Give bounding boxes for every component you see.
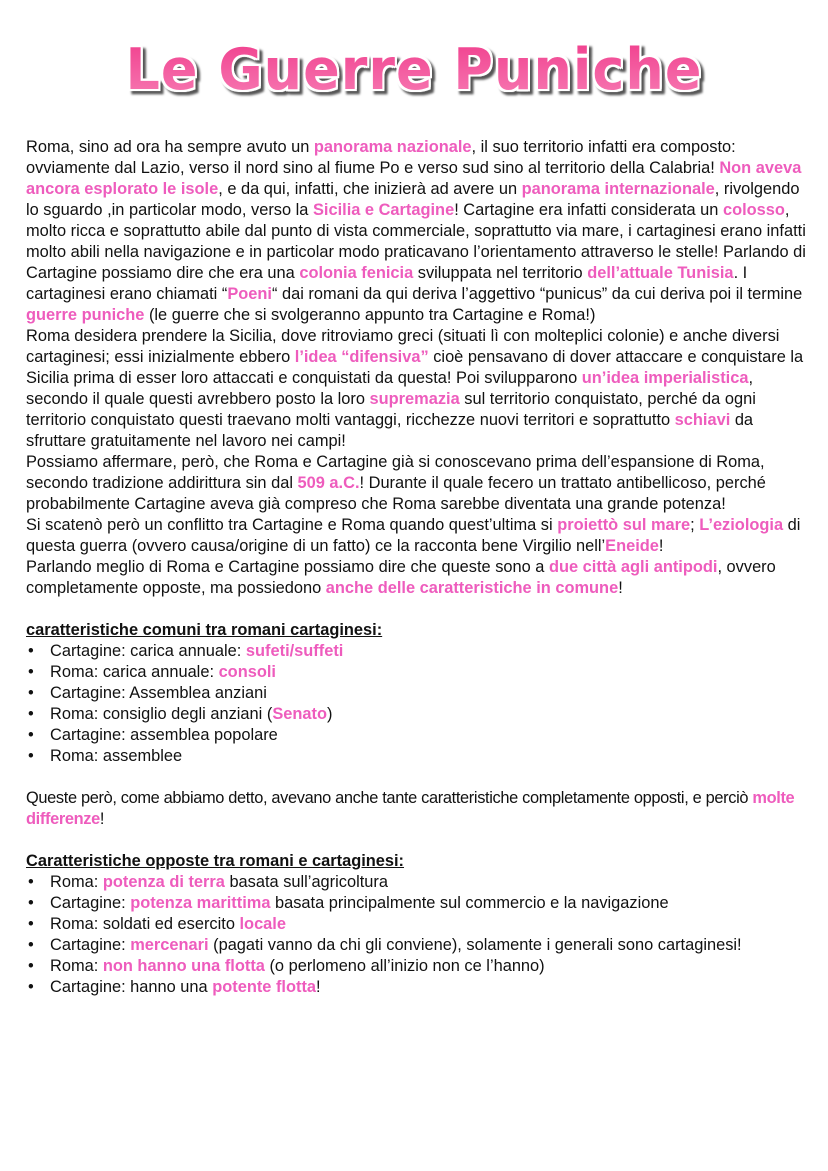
page-title: Le Guerre Puniche: [125, 36, 703, 103]
highlighted-term: Poeni: [227, 285, 272, 303]
common-list: [26, 641, 806, 767]
text-run: (o perlomeno all’inizio non ce l’hanno): [264, 957, 545, 975]
highlighted-term: Eneide: [605, 537, 659, 555]
text-run: !: [658, 537, 664, 555]
text-run: . I cartaginesi erano chiamati “: [26, 264, 748, 303]
text-run: , ovvero completamente opposte, ma possiedono: [26, 558, 776, 597]
highlighted-term: due città agli antipodi: [548, 558, 718, 576]
list-item: [26, 746, 806, 767]
highlighted-term: dell’attuale Tunisia: [587, 264, 734, 282]
text-run: Cartagine: assemblea popolare: [50, 726, 278, 744]
list-item: [26, 935, 806, 956]
highlighted-term: Non aveva ancora esplorato le isole: [26, 159, 802, 198]
highlighted-term: molte differenze: [26, 789, 795, 828]
highlighted-term: 509 a.C.: [297, 474, 360, 492]
text-run: cioè pensavano di dover attaccare e conquistare la Sicilia prima di esser loro attaccati e conquistati da questa! Poi svilupparono: [26, 348, 804, 387]
text-run: , e da qui, infatti, che inizierà ad avere un: [218, 180, 522, 198]
document-body: [26, 137, 806, 998]
list-item: [26, 662, 806, 683]
text-run: Roma, sino ad ora ha sempre avuto un: [26, 138, 314, 156]
list-item: [26, 956, 806, 977]
text-run: basata sull’agricoltura: [224, 873, 388, 891]
paragraph-antipodi: [26, 557, 806, 599]
highlighted-term: sufeti/suffeti: [245, 642, 344, 660]
paragraph-differenze: [26, 788, 806, 830]
text-run: ;: [690, 516, 700, 534]
paragraph-sicilia: [26, 326, 806, 452]
highlighted-term: un’idea imperialistica: [581, 369, 749, 387]
highlighted-term: colosso: [722, 201, 785, 219]
highlighted-term: potenza marittima: [130, 894, 271, 912]
text-run: Roma: consiglio degli anziani (: [50, 705, 273, 723]
text-run: sul territorio conquistato, perché da ogni territorio conquistato questi traevano molti vantaggi, ricchezze nuovi territori e soprattutto: [26, 390, 756, 429]
list-item: [26, 725, 806, 746]
text-run: !: [99, 810, 105, 828]
highlighted-term: l’idea “difensiva”: [294, 348, 429, 366]
text-run: Queste però, come abbiamo detto, avevano anche tante caratteristiche completamente opposti, e perciò: [26, 789, 753, 807]
highlighted-term: supremazia: [369, 390, 460, 408]
highlighted-term: Sicilia e Cartagine: [312, 201, 455, 219]
highlighted-term: mercenari: [130, 936, 209, 954]
text-run: !: [316, 978, 321, 996]
list-item: [26, 893, 806, 914]
list-item: [26, 641, 806, 662]
highlighted-term: colonia fenicia: [299, 264, 414, 282]
text-run: Roma:: [50, 957, 103, 975]
highlighted-term: locale: [239, 915, 286, 933]
text-run: sviluppata nel territorio: [413, 264, 588, 282]
text-run: Cartagine:: [50, 894, 131, 912]
text-run: , molto ricca e soprattutto abile dal punto di vista commerciale, soprattutto via mare, i cartaginesi erano infatti molto abili nella navigazione e in particolar modo praticavano l’orientamento attraverso le stelle! Parlando di Cartagine possiamo dire che era una: [26, 201, 806, 282]
text-run: ! Cartagine era infatti considerata un: [454, 201, 723, 219]
text-run: basata principalmente sul commercio e la navigazione: [270, 894, 669, 912]
opposite-heading: Caratteristiche opposte tra romani e cartaginesi:: [26, 852, 405, 870]
list-item: [26, 704, 806, 725]
highlighted-term: guerre puniche: [26, 306, 145, 324]
highlighted-term: L’eziologia: [699, 516, 784, 534]
text-run: Cartagine: carica annuale:: [50, 642, 246, 660]
text-run: “ dai romani da qui deriva l’aggettivo “punicus” da cui deriva poi il termine: [271, 285, 803, 303]
highlighted-term: potenza di terra: [102, 873, 225, 891]
list-item: [26, 683, 806, 704]
highlighted-term: panorama internazionale: [521, 180, 715, 198]
spacer: [26, 767, 806, 788]
highlighted-term: Senato: [272, 705, 327, 723]
list-item: [26, 977, 806, 998]
text-run: ): [326, 705, 333, 723]
text-run: Roma: carica annuale:: [50, 663, 219, 681]
text-run: di questa guerra (ovvero causa/origine di un fatto) ce la racconta bene Virgilio nell’: [26, 516, 801, 555]
highlighted-term: potente flotta: [212, 978, 317, 996]
text-run: (pagati vanno da chi gli conviene), solamente i generali sono cartaginesi!: [208, 936, 742, 954]
highlighted-term: non hanno una flotta: [102, 957, 265, 975]
text-run: (le guerre che si svolgeranno appunto tra Cartagine e Roma!): [144, 306, 596, 324]
text-run: Possiamo affermare, però, che Roma e Cartagine già si conoscevano prima dell’espansione di Roma, secondo tradizione addirittura sin dal: [26, 453, 765, 492]
highlighted-term: consoli: [218, 663, 276, 681]
text-run: da sfruttare gratuitamente nel lavoro nei campi!: [26, 411, 754, 450]
highlighted-term: schiavi: [674, 411, 731, 429]
text-run: ! Durante il quale fecero un trattato antibellicoso, perché probabilmente Cartagine aveva già compreso che Roma sarebbe diventata una grande potenza!: [26, 474, 766, 513]
common-heading: caratteristiche comuni tra romani cartaginesi:: [26, 621, 383, 639]
paragraph-intro: [26, 137, 806, 326]
opposite-list: [26, 872, 806, 998]
text-run: Roma:: [50, 873, 103, 891]
text-run: , il suo territorio infatti era composto: ovviamente dal Lazio, verso il nord sino al fiume Po e verso sud sino al territorio della Calabria!: [26, 138, 736, 177]
paragraph-conoscenza: [26, 452, 806, 515]
highlighted-term: anche delle caratteristiche in comune: [325, 579, 619, 597]
text-run: !: [618, 579, 623, 597]
text-run: Cartagine: Assemblea anziani: [50, 684, 267, 702]
text-run: Cartagine: hanno una: [50, 978, 213, 996]
text-run: , secondo il quale questi avrebbero posto la loro: [26, 369, 754, 408]
text-run: Cartagine:: [50, 936, 131, 954]
text-run: Roma desidera prendere la Sicilia, dove ritroviamo greci (situati lì con molteplici colonie) e anche diversi cartaginesi; essi inizialmente ebbero: [26, 327, 780, 366]
text-run: Parlando meglio di Roma e Cartagine possiamo dire che queste sono a: [26, 558, 549, 576]
paragraph-conflitto: [26, 515, 806, 557]
highlighted-term: panorama nazionale: [313, 138, 472, 156]
text-run: , rivolgendo lo sguardo ,in particolar modo, verso la: [26, 180, 800, 219]
highlighted-term: proiettò sul mare: [557, 516, 691, 534]
list-item: [26, 914, 806, 935]
text-run: Roma: soldati ed esercito: [50, 915, 240, 933]
list-item: [26, 872, 806, 893]
text-run: Si scatenò però un conflitto tra Cartagine e Roma quando quest’ultima si: [26, 516, 558, 534]
text-run: Roma: assemblee: [50, 747, 183, 765]
title-container: [0, 38, 828, 101]
